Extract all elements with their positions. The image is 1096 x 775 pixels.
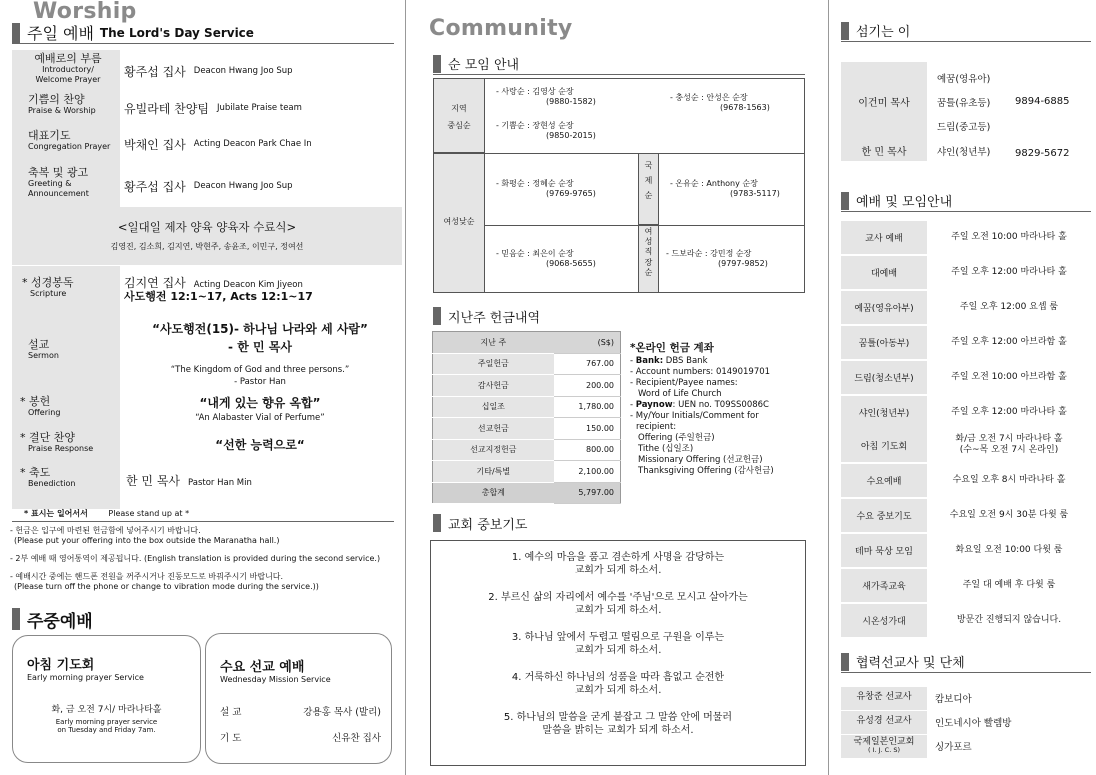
comment-label-2: recipient: <box>636 421 677 432</box>
service-time: 주일 오후 12:00 마라나타 홀 <box>951 406 1067 417</box>
morning-title-en: Early morning prayer Service <box>27 673 144 682</box>
sermon-label-en: Sermon <box>28 351 59 361</box>
offering-block <box>120 394 400 423</box>
scripture-reader-en: Acting Deacon Kim Jiyeon <box>193 280 303 290</box>
morning-prayer-card <box>12 635 201 763</box>
cell-leader: - 충성순 : 안성은 순장 <box>670 93 748 102</box>
staff-pastor1-phone: 9894-6885 <box>1015 96 1070 107</box>
offering-amount: 800.00 <box>554 439 621 461</box>
offering-label: * 봉헌 <box>20 395 51 408</box>
mission-place: 인도네시아 빨렘방 <box>935 718 1012 729</box>
sermon-title-en: “The Kingdom of God and three persons.” <box>170 365 350 375</box>
order-item-praise <box>12 93 402 123</box>
prayer-item <box>431 631 805 657</box>
prayer-line: 교회가 되게 하소서. <box>574 685 662 696</box>
cell-leader: - 기쁨순 : 장현성 순장 <box>496 121 574 130</box>
weekday-heading: 주중예배 <box>27 611 93 632</box>
cell-heading: 순 모임 안내 <box>448 58 520 73</box>
wednesday-preacher: 강용홍 목사 (발리) <box>303 707 381 718</box>
sermon-pastor-en: - Pastor Han <box>234 377 286 387</box>
missionary-name-2: ( I. J. C. S) <box>867 746 901 755</box>
online-giving-title: *온라인 헌금 계좌 <box>630 342 714 354</box>
service-time: 주일 대 예배 후 다윗 룸 <box>962 579 1056 590</box>
sermon-label: 설교 <box>28 338 50 351</box>
worship-big-title: Worship <box>33 0 137 24</box>
cell-phone: (9797-9852) <box>718 258 768 268</box>
note-kr: - 2부 예배 때 영어통역이 제공됩니다. (English translation is provided during the second service.) <box>10 554 381 563</box>
wednesday-role-sermon: 설 교 <box>220 707 242 718</box>
praise-team: 유빌라테 찬양팀 <box>124 101 209 116</box>
prayer-line: 4. 거룩하신 하나님의 성품을 따라 흠없고 순전한 <box>511 672 725 683</box>
service-time: 주일 오후 12:00 요셉 룸 <box>959 301 1059 312</box>
note-item <box>10 572 402 592</box>
service-time: 주일 오후 12:00 마라나타 홀 <box>951 266 1067 277</box>
prayer-line: 2. 부르신 삶의 자리에서 예수를 '주님'으로 모시고 살아가는 <box>488 592 748 603</box>
morning-time-en-1: Early morning prayer service <box>55 718 158 726</box>
cell-phone: (9678-1563) <box>720 102 770 112</box>
prayer-line: 교회가 되게 하소서. <box>574 565 662 576</box>
praise-team-en: Jubilate Praise team <box>216 103 302 113</box>
list-item <box>841 686 1091 710</box>
work-char: 여 <box>644 227 653 236</box>
prayer-line: 말씀을 밝히는 교회가 되게 하소서. <box>542 725 694 736</box>
cell-leader: - 드보라순 : 강민정 순장 <box>666 249 752 258</box>
list-item <box>841 568 1091 602</box>
service-name: 샤인(청년부) <box>841 396 927 429</box>
table-row <box>433 482 621 504</box>
community-column <box>406 0 828 775</box>
table-row <box>433 332 621 354</box>
table-row <box>433 396 621 418</box>
note-kr: - 예배시간 중에는 핸드폰 전원을 꺼주시거나 진동모드로 바꿔주시기 바랍니다. <box>10 572 284 581</box>
offering-amount: 150.00 <box>554 418 621 440</box>
morning-time-kr: 화, 금 오전 7시/ 마라나타홀 <box>51 705 162 715</box>
response-label-en: Praise Response <box>28 444 94 454</box>
service-time: 방문간 진행되지 않습니다. <box>956 614 1062 625</box>
worship-column <box>0 0 404 775</box>
prayer-item <box>431 671 805 697</box>
payee-name: Word of Life Church <box>638 388 722 399</box>
cell-phone: (9850-2015) <box>546 130 596 140</box>
service-name: 드림(청소년부) <box>841 361 927 394</box>
service-name: 테마 묵상 모임 <box>841 534 927 567</box>
note-item <box>10 526 402 546</box>
bank-line: - Bank: DBS Bank <box>630 355 708 366</box>
work-cell <box>666 249 768 268</box>
praise-label: 기쁨의 찬양 <box>28 93 85 106</box>
announcement-label-en: Greeting & Announcement <box>28 179 89 198</box>
prayer-person-en: Acting Deacon Park Chae In <box>193 139 312 149</box>
service-time: 주일 오전 10:00 마라나타 홀 <box>951 231 1067 242</box>
service-time: 화/금 오전 7시 마라나타 홀 <box>955 434 1063 445</box>
staff-pastor1-roles <box>937 68 990 140</box>
comment-label: - My/Your Initials/Comment for <box>630 410 759 421</box>
wednesday-prayer-person: 신유찬 집사 <box>332 733 381 744</box>
benediction-label-block <box>20 466 120 489</box>
working-women-label <box>638 226 659 292</box>
list-item <box>841 428 1091 462</box>
offering-type: Offering (주일헌금) <box>638 432 715 443</box>
cell-leader: - 믿음순 : 최은이 순장 <box>496 249 574 258</box>
service-time: 화요일 오전 10:00 다윗 룸 <box>955 544 1063 555</box>
offering-amount: 200.00 <box>554 375 621 397</box>
regional-label <box>434 79 485 153</box>
welcome-person-en: Deacon Hwang Joo Sup <box>193 66 293 76</box>
service-name: 예꿈(영유아부) <box>841 291 927 324</box>
work-char: 장 <box>644 257 653 267</box>
prayer-section-heading <box>433 512 805 534</box>
welcome-label-en: Introductory/ Welcome Prayer <box>35 65 101 84</box>
response-label: * 결단 찬양 <box>20 431 75 444</box>
note-kr: - 헌금은 입구에 마련된 헌금함에 넣어주시기 바랍니다. <box>10 526 201 535</box>
prayer-item <box>431 551 805 577</box>
response-label-block <box>20 431 120 454</box>
prayer-item <box>431 711 805 737</box>
list-item <box>841 395 1091 429</box>
wednesday-title-en: Wednesday Mission Service <box>220 675 331 684</box>
paynow-line: - Paynow: UEN no. T09SS0086C <box>630 399 769 410</box>
scripture-label: * 성경봉독 <box>22 276 74 289</box>
stand-note-en: Please stand up at * <box>108 509 190 518</box>
list-item <box>841 290 1091 324</box>
graduation-names: 김영진, 김소희, 김지연, 박현주, 송윤조, 이민구, 정여선 <box>110 242 304 251</box>
offering-name: 선교헌금 <box>433 418 554 440</box>
regional-cell-2 <box>670 93 770 112</box>
cell-phone: (9068-5655) <box>546 258 596 268</box>
benediction-pastor-en: Pastor Han Min <box>188 478 252 488</box>
list-item <box>841 360 1091 394</box>
paynow-label: Paynow <box>635 399 673 410</box>
missionary-name: 국제일본인교회 <box>853 736 915 747</box>
work-char: 직 <box>644 247 653 257</box>
service-time: 수요일 오후 8시 마라나타 홀 <box>952 474 1066 485</box>
service-time: 주일 오후 12:00 아브라함 홀 <box>951 336 1067 347</box>
regional-label-1: 지역 <box>451 104 467 113</box>
order-item-prayer <box>12 129 402 159</box>
offering-name: 기타/특별 <box>433 461 554 483</box>
services-section-heading <box>841 190 1091 212</box>
prayer-line: 5. 하나님의 말씀을 굳게 붙잡고 그 말씀 안에 머물러 <box>503 712 733 723</box>
prayer-label: 대표기도 <box>28 129 71 142</box>
service-time: 수요일 오전 9시 30분 다윗 룸 <box>949 509 1069 520</box>
table-row-divider <box>434 153 804 154</box>
staff-role: 예꿈(영유아) <box>937 74 991 85</box>
praise-label-en: Praise & Worship <box>28 106 96 116</box>
staff-role: 드림(중고등) <box>937 122 991 133</box>
cell-phone: (9769-9765) <box>546 188 596 198</box>
scripture-reader: 김지연 집사 <box>124 276 186 290</box>
service-name: 시온성가대 <box>841 604 927 637</box>
staff-pastor1-name: 이건미 목사 <box>841 62 927 137</box>
graduation-title: <일대일 제자 양육 양육자 수료식> <box>117 220 297 234</box>
wednesday-title-kr: 수요 선교 예배 <box>220 660 305 675</box>
scripture-reference: 사도행전 12:1~17, Acts 12:1~17 <box>124 290 313 304</box>
table-row <box>433 439 621 461</box>
staff-pastor2-phone: 9829-5672 <box>1015 148 1070 159</box>
service-time: 주일 오전 10:00 아브라함 홀 <box>951 371 1067 382</box>
prayer-heading: 교회 중보기도 <box>448 517 528 533</box>
list-item <box>841 533 1091 567</box>
order-item-welcome <box>12 52 402 90</box>
sermon-label-block <box>22 338 112 361</box>
offering-type: Thanksgiving Offering (감사헌금) <box>638 466 774 477</box>
service-name: 대예배 <box>841 256 927 289</box>
list-item <box>841 734 1091 758</box>
benediction-block <box>126 472 252 489</box>
prayer-line: 1. 예수의 마음을 품고 겸손하게 사명을 감당하는 <box>511 552 725 563</box>
offering-section-heading <box>433 305 805 327</box>
announcement-person-en: Deacon Hwang Joo Sup <box>193 181 293 191</box>
offering-header-name: 지난 주 <box>433 332 554 354</box>
wednesday-service-card <box>205 633 392 764</box>
intl-cell <box>670 179 780 198</box>
welcome-label: 예배로의 부름 <box>34 52 102 65</box>
offering-title-kr: “내게 있는 향유 옥합” <box>199 396 321 410</box>
worship-heading-en: The Lord's Day Service <box>99 25 254 40</box>
notes-list <box>10 526 402 600</box>
offering-header-unit: (S$) <box>554 332 621 354</box>
offering-type: Missionary Offering (선교헌금) <box>638 455 763 466</box>
list-item <box>841 325 1091 359</box>
offering-amount: 767.00 <box>554 353 621 375</box>
staff-heading: 섬기는 이 <box>856 25 911 40</box>
regional-cell-3 <box>496 121 596 140</box>
benediction-label-en: Benediction <box>28 479 76 489</box>
table-row <box>433 418 621 440</box>
prayer-label-en: Congregation Prayer <box>28 142 111 152</box>
service-name: 새가족교육 <box>841 569 927 602</box>
mission-place: 싱가포르 <box>935 742 972 753</box>
welcome-person: 황주섭 집사 <box>124 64 186 79</box>
service-time-block <box>927 434 1091 456</box>
benediction-label: * 축도 <box>20 466 51 479</box>
bank-label: Bank: <box>635 355 664 366</box>
intl-char: 국 <box>644 161 653 170</box>
info-column <box>829 0 1096 775</box>
prayer-line: 교회가 되게 하소서. <box>574 605 662 616</box>
cell-group-table <box>433 78 805 293</box>
list-item <box>841 603 1091 637</box>
note-en: (Please put your offering into the box outside the Maranatha hall.) <box>14 536 280 545</box>
note-item <box>10 554 402 564</box>
service-time-2: (수~목 오전 7시 온라인) <box>959 445 1059 455</box>
offering-amount: 1,780.00 <box>554 396 621 418</box>
offering-name: 십일조 <box>433 396 554 418</box>
offering-label-en: Offering <box>28 408 61 418</box>
cell-section-heading <box>433 53 805 75</box>
missionary-name: 유성경 선교사 <box>841 711 927 734</box>
offering-total-name: 총합계 <box>433 482 554 504</box>
prayer-person: 박채인 집사 <box>124 137 186 152</box>
paynow-uen: : UEN no. T09SS0086C <box>672 399 769 410</box>
list-item <box>841 463 1091 497</box>
order-item-scripture <box>12 276 402 312</box>
service-name: 수요예배 <box>841 464 927 497</box>
service-name: 교사 예배 <box>841 221 927 254</box>
mission-org-name <box>841 735 927 758</box>
international-label <box>638 154 659 225</box>
morning-time-en-2: on Tuesday and Friday 7am. <box>57 726 156 734</box>
table-row <box>433 375 621 397</box>
staff-section-heading <box>841 20 1091 42</box>
community-big-title: Community <box>429 16 573 41</box>
sermon-pastor-kr: - 한 민 목사 <box>228 340 292 354</box>
prayer-box <box>430 540 806 766</box>
offering-name: 감사헌금 <box>433 375 554 397</box>
service-name: 꿈틀(아동부) <box>841 326 927 359</box>
regional-label-2: 중심순 <box>447 120 471 130</box>
scripture-label-en: Scripture <box>30 289 67 299</box>
offering-type: Tithe (십일조) <box>638 444 694 455</box>
list-item <box>841 255 1091 289</box>
work-char: 순 <box>644 267 653 277</box>
cell-leader: - 화평순 : 정혜순 순장 <box>496 179 574 188</box>
account-number: - Account numbers: 0149019701 <box>630 366 771 377</box>
benediction-pastor: 한 민 목사 <box>126 474 180 488</box>
announcement-person: 황주섭 집사 <box>124 179 186 194</box>
graduation-box <box>12 207 402 265</box>
missions-section-heading <box>841 651 1091 673</box>
weekday-section-heading <box>12 606 394 632</box>
offering-name: 주일헌금 <box>433 353 554 375</box>
staff-role: 꿈틀(유초등) <box>937 98 991 109</box>
offering-title-en: “An Alabaster Vial of Perfume” <box>195 413 325 423</box>
online-giving <box>630 342 820 477</box>
women-cell-1 <box>496 179 596 198</box>
list-item <box>841 220 1091 254</box>
list-item <box>841 710 1091 734</box>
payee-label: - Recipient/Payee names: <box>630 377 738 388</box>
list-item <box>841 498 1091 532</box>
note-en: (Please turn off the phone or change to vibration mode during the service.)) <box>14 582 319 591</box>
prayer-item <box>431 591 805 617</box>
cell-leader: - 온유순 : Anthony 순장 <box>670 179 758 188</box>
cell-phone: (9783-5117) <box>730 188 780 198</box>
intl-char: 순 <box>644 191 653 201</box>
table-row <box>433 461 621 483</box>
staff-pastor2-name: 한 민 목사 <box>841 137 927 161</box>
cell-phone: (9880-1582) <box>546 96 596 106</box>
prayer-line: 교회가 되게 하소서. <box>574 645 662 656</box>
offering-amount: 2,100.00 <box>554 461 621 483</box>
sermon-block <box>120 320 400 387</box>
offering-name: 선교지정헌금 <box>433 439 554 461</box>
service-name: 수요 중보기도 <box>841 499 927 532</box>
services-heading: 예배 및 모임안내 <box>856 195 953 210</box>
missionary-name: 유창준 선교사 <box>841 687 927 710</box>
intl-char: 제 <box>644 176 653 186</box>
stand-note <box>12 508 394 522</box>
staff-pastor2-role: 샤인(청년부) <box>937 147 991 158</box>
response-song: “선한 능력으로“ <box>215 438 305 452</box>
stand-note-kr: * 표시는 일어서서 <box>24 509 88 518</box>
worship-heading-kr: 주일 예배 <box>27 24 94 43</box>
women-label: 여성낮순 <box>434 154 485 292</box>
offering-table <box>432 331 621 504</box>
wednesday-role-prayer: 기 도 <box>220 733 242 744</box>
women-cell-2 <box>496 249 596 268</box>
regional-cell-1 <box>496 87 596 106</box>
sermon-title-kr: “사도행전(15)- 하나님 나라와 세 사람” <box>152 322 368 336</box>
morning-title-kr: 아침 기도회 <box>27 658 95 673</box>
missions-heading: 협력선교사 및 단체 <box>856 656 965 671</box>
offering-heading: 지난주 헌금내역 <box>448 310 541 326</box>
worship-section-heading <box>12 22 394 44</box>
work-char: 성 <box>644 237 653 247</box>
service-name: 아침 기도회 <box>841 429 927 462</box>
prayer-line: 3. 하나님 앞에서 두렵고 떨림으로 구원을 이루는 <box>511 632 725 643</box>
offering-label-block <box>20 395 110 418</box>
announcement-label: 축복 및 광고 <box>28 166 89 179</box>
cell-leader: - 사랑순 : 김영상 순장 <box>496 87 574 96</box>
order-item-announcement <box>12 166 402 206</box>
table-row <box>433 353 621 375</box>
bank-name: DBS Bank <box>663 355 708 366</box>
offering-total-amount: 5,797.00 <box>554 482 621 504</box>
mission-place: 캄보디아 <box>935 694 972 705</box>
